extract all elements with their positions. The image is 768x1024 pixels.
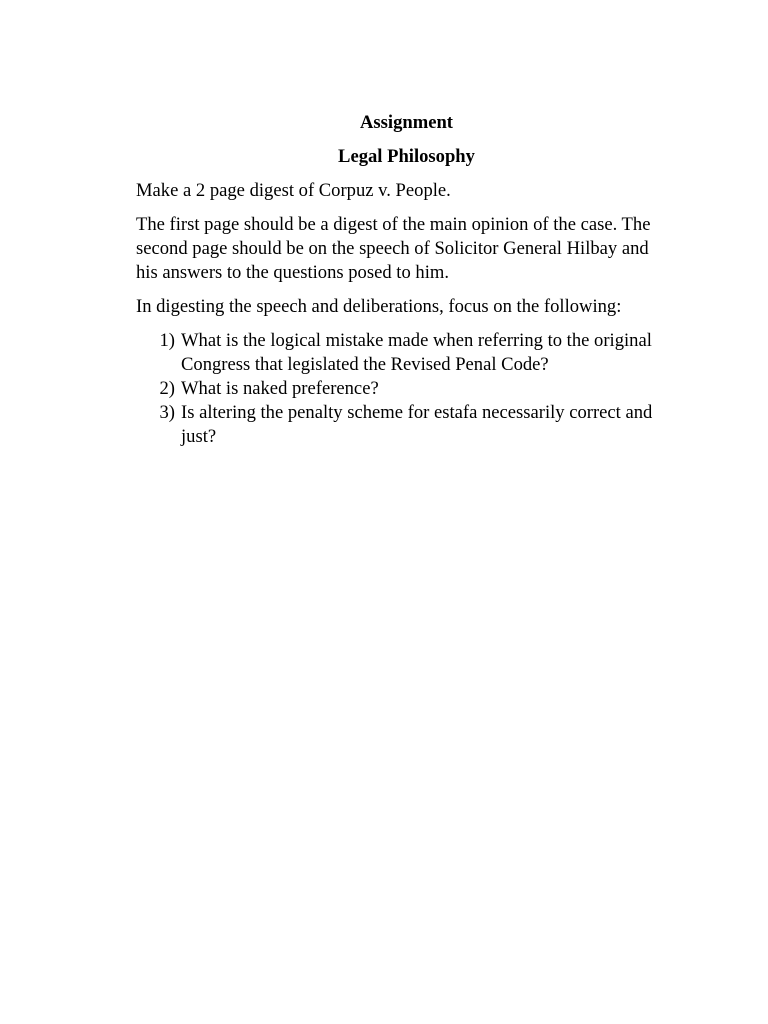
list-item-number: 2) [159, 378, 175, 399]
document-subtitle: Legal Philosophy [338, 146, 475, 167]
document-body [136, 111, 664, 449]
paragraph-instruction: Make a 2 page digest of Corpuz v. People. [136, 180, 451, 201]
document-title: Assignment [360, 112, 453, 133]
list-item-text: What is the logical mistake made when referring to the original Congress that legislated the Revised Penal Code? [181, 330, 652, 375]
list-item [136, 377, 664, 401]
list-item [136, 329, 664, 377]
list-item [136, 401, 664, 449]
paragraph-focus-intro: In digesting the speech and deliberations, focus on the following: [136, 296, 622, 317]
list-item-text: What is naked preference? [181, 378, 379, 399]
list-item-text: Is altering the penalty scheme for estafa necessarily correct and just? [181, 402, 653, 447]
paragraph-page-description: The first page should be a digest of the main opinion of the case. The second page should be on the speech of Solicitor General Hilbay and his answers to the questions posed to him. [136, 214, 651, 283]
question-list [136, 329, 664, 449]
list-item-number: 3) [159, 402, 175, 423]
list-item-number: 1) [159, 330, 175, 351]
